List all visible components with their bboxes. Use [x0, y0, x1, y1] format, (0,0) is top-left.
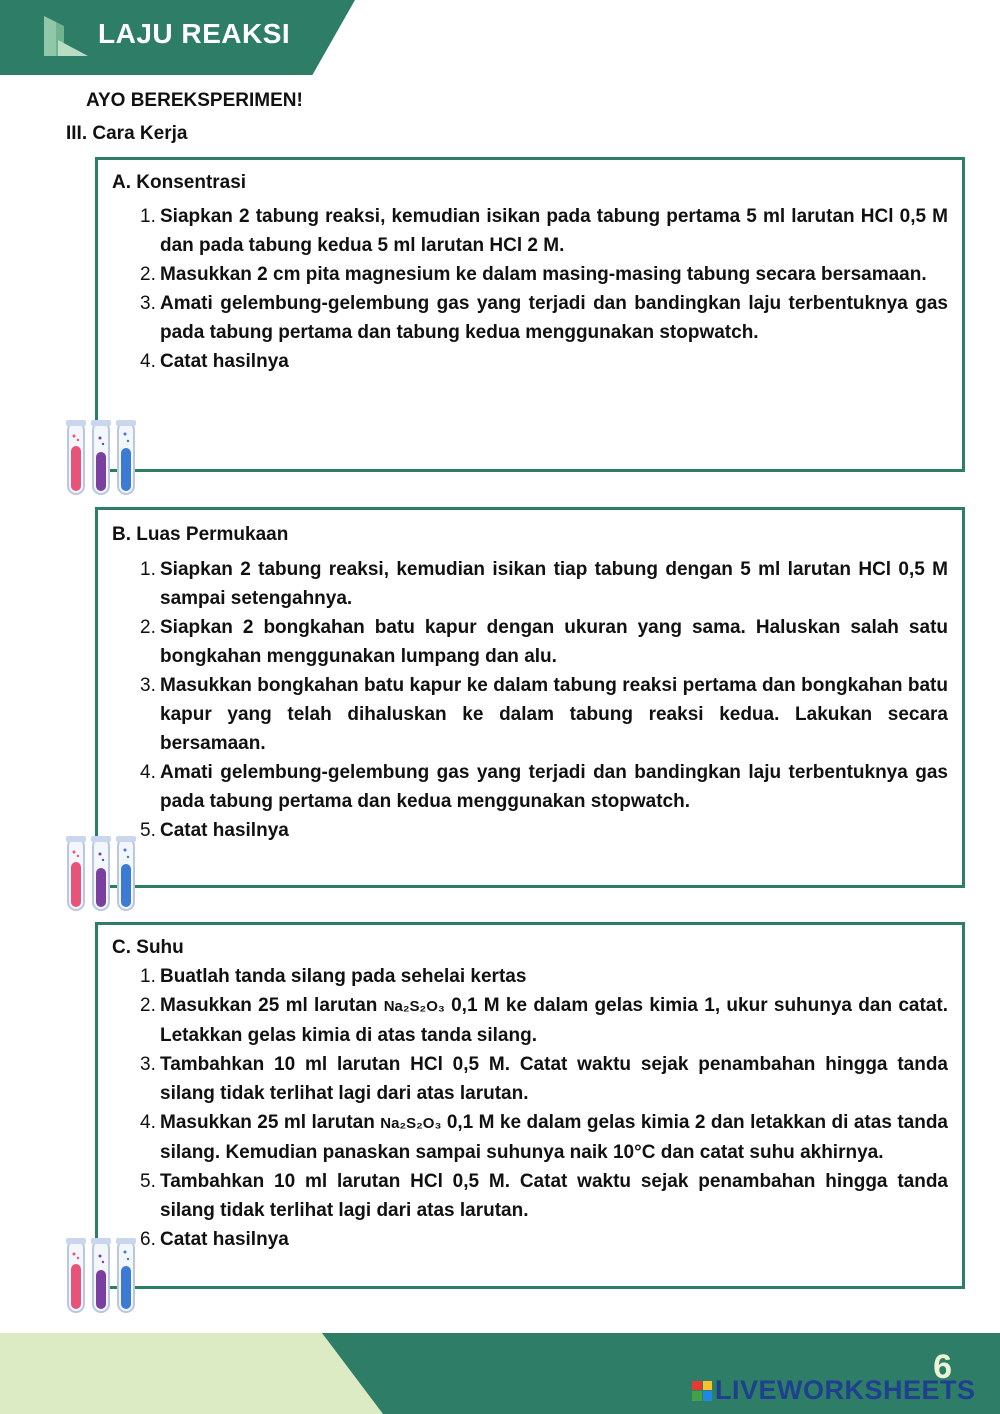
step-number: 4. [140, 351, 156, 372]
step-text: Masukkan 25 ml larutan Na₂S₂O₃ 0,1 M ke dalam gelas kimia 1, ukur suhunya dan catat. Letakkan gelas kimia di atas tanda silang. [160, 995, 948, 1046]
step-text: Buatlah tanda silang pada sehelai kertas [160, 966, 527, 987]
step-item [112, 260, 948, 289]
page-number: 6 [933, 1348, 952, 1386]
step-text: Masukkan 2 cm pita magnesium ke dalam masing-masing tabung secara bersamaan. [160, 264, 927, 285]
step-number: 5. [140, 820, 156, 841]
steps-list [112, 555, 948, 845]
liveworksheets-logo-icon [692, 1381, 712, 1401]
steps-list [112, 962, 948, 1254]
card-title: B. Luas Permukaan [112, 524, 289, 545]
chemical-formula: Na₂S₂O₃ [380, 1115, 442, 1132]
logo-icon [44, 16, 88, 56]
step-number: 2. [140, 264, 156, 285]
step-item [112, 1108, 948, 1167]
test-tubes-icon [64, 834, 138, 914]
step-text: Catat hasilnya [160, 1229, 289, 1250]
step-item [112, 1225, 948, 1254]
card-title: A. Konsentrasi [112, 172, 247, 193]
page-title: LAJU REAKSI [98, 18, 291, 49]
intro-heading: AYO BEREKSPERIMEN! [86, 90, 303, 111]
step-number: 3. [140, 675, 156, 696]
step-number: 6. [140, 1229, 156, 1250]
step-item [112, 555, 948, 613]
step-item [112, 202, 948, 260]
steps-list [112, 202, 948, 376]
test-tubes-icon [64, 418, 138, 498]
step-number: 5. [140, 1171, 156, 1192]
step-number: 3. [140, 293, 156, 314]
step-text: Tambahkan 10 ml larutan HCl 0,5 M. Catat waktu sejak penambahan hingga tanda silang tidak terlihat lagi dari atas larutan. [160, 1054, 948, 1104]
step-number: 3. [140, 1054, 156, 1075]
step-number: 1. [140, 559, 156, 580]
step-text: Tambahkan 10 ml larutan HCl 0,5 M. Catat waktu sejak penambahan hingga tanda silang tidak terlihat lagi dari atas larutan. [160, 1171, 948, 1221]
card-konsentrasi [95, 157, 965, 472]
step-text: Masukkan 25 ml larutan Na₂S₂O₃ 0,1 M ke dalam gelas kimia 2 dan letakkan di atas tanda silang. Kemudian panaskan sampai suhunya naik 10°C dan catat suhu akhirnya. [160, 1112, 948, 1163]
section-heading: III. Cara Kerja [66, 123, 188, 144]
step-text: Siapkan 2 bongkahan batu kapur dengan ukuran yang sama. Haluskan salah satu bongkahan menggunakan lumpang dan alu. [160, 617, 948, 667]
watermark [692, 1375, 976, 1406]
step-item [112, 671, 948, 758]
step-number: 4. [140, 762, 156, 783]
step-number: 4. [140, 1112, 156, 1133]
step-item [112, 758, 948, 816]
watermark-text: LIVEWORKSHEETS [715, 1375, 976, 1405]
card-luas-permukaan [95, 507, 965, 888]
step-text: Masukkan bongkahan batu kapur ke dalam tabung reaksi pertama dan bongkahan batu kapur yang telah dihaluskan ke dalam tabung reaksi kedua. Lakukan secara bersamaan. [160, 675, 948, 754]
step-item [112, 1167, 948, 1225]
step-item [112, 613, 948, 671]
step-text: Amati gelembung-gelembung gas yang terjadi dan bandingkan laju terbentuknya gas pada tabung pertama dan kedua menggunakan stopwatch. [160, 762, 948, 812]
step-item [112, 816, 948, 845]
step-item [112, 289, 948, 347]
step-number: 1. [140, 966, 156, 987]
step-item [112, 347, 948, 376]
step-text: Catat hasilnya [160, 351, 289, 372]
step-item [112, 1050, 948, 1108]
chemical-formula: Na₂S₂O₃ [383, 998, 445, 1015]
step-text: Catat hasilnya [160, 820, 289, 841]
test-tubes-icon [64, 1236, 138, 1316]
card-title: C. Suhu [112, 937, 184, 958]
step-number: 2. [140, 995, 156, 1016]
step-item [112, 991, 948, 1050]
step-text: Siapkan 2 tabung reaksi, kemudian isikan pada tabung pertama 5 ml larutan HCl 0,5 M dan pada tabung kedua 5 ml larutan HCl 2 M. [160, 206, 948, 256]
step-number: 2. [140, 617, 156, 638]
step-text: Siapkan 2 tabung reaksi, kemudian isikan tiap tabung dengan 5 ml larutan HCl 0,5 M sampai setengahnya. [160, 559, 948, 609]
step-text: Amati gelembung-gelembung gas yang terjadi dan bandingkan laju terbentuknya gas pada tabung pertama dan tabung kedua menggunakan stopwatch. [160, 293, 948, 343]
step-number: 1. [140, 206, 156, 227]
card-suhu [95, 922, 965, 1289]
step-item [112, 962, 948, 991]
